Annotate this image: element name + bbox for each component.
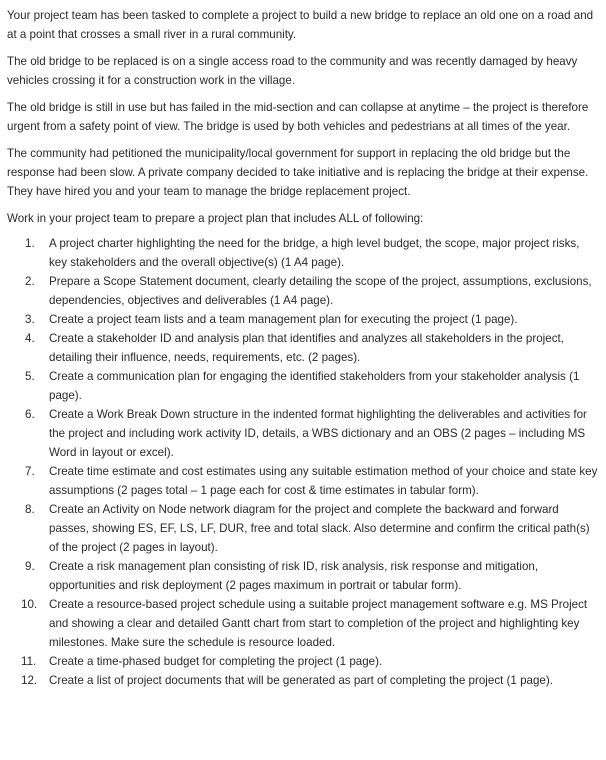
list-item (21, 595, 599, 652)
list-item (25, 234, 599, 272)
list-item (25, 272, 599, 310)
list-item-text: Create a project team lists and a team management plan for executing the project (1 page). (49, 313, 518, 326)
list-item-number: 3. (25, 313, 35, 326)
petition-paragraph: The community had petitioned the municipality/local government for support in replacing the old bridge but the response had been slow. A private company decided to take initiative and is replacing the bridge at their expense. They have hired you and your team to manage the bridge replacement project. (7, 147, 589, 198)
damage-paragraph: The old bridge to be replaced is on a single access road to the community and was recently damaged by heavy vehicles crossing it for a construction work in the village. (7, 55, 578, 87)
list-item-text: Create a Work Break Down structure in the indented format highlighting the deliverables and activities for the project and including work activity ID, details, a WBS dictionary and an OBS (2 pages – including MS Word in layout or excel). (49, 408, 587, 459)
list-item-number: 2. (25, 275, 35, 288)
list-item-text: A project charter highlighting the need for the bridge, a high level budget, the scope, major project risks, key stakeholders and the overall objective(s) (1 A4 page). (49, 237, 580, 269)
list-item-text: Create an Activity on Node network diagram for the project and complete the backward and forward passes, showing ES, EF, LS, LF, DUR, free and total slack. Also determine and confirm the critical path(s) of the project (2 pages in layout). (49, 503, 590, 554)
list-item-text: Create a time-phased budget for completing the project (1 page). (49, 655, 383, 668)
list-item-text: Create a communication plan for engaging the identified stakeholders from your stakeholder analysis (1 page). (49, 370, 580, 402)
list-item-text: Create a resource-based project schedule using a suitable project management software e.g. MS Project and showing a clear and detailed Gantt chart from start to completion of the project and highlighting key milestones. Make sure the schedule is resource loaded. (49, 598, 588, 649)
list-item (25, 405, 599, 462)
list-item (25, 329, 599, 367)
assignment-document (7, 6, 599, 690)
instructions-paragraph: Work in your project team to prepare a project plan that includes ALL of following: (7, 212, 424, 225)
intro-paragraph: Your project team has been tasked to complete a project to build a new bridge to replace an old one on a road and at a point that crosses a small river in a rural community. (7, 9, 594, 41)
list-item-number: 10. (21, 598, 38, 611)
list-item-text: Create a risk management plan consisting of risk ID, risk analysis, risk response and mitigation, opportunities and risk deployment (2 pages maximum in portrait or tabular form). (49, 560, 539, 592)
task-list (7, 234, 599, 690)
list-item (25, 500, 599, 557)
list-item-number: 9. (25, 560, 35, 573)
list-item (25, 557, 599, 595)
list-item (25, 462, 599, 500)
list-item-number: 5. (25, 370, 35, 383)
list-item-text: Prepare a Scope Statement document, clearly detailing the scope of the project, assumptions, exclusions, dependencies, objectives and deliverables (1 A4 page). (49, 275, 592, 307)
list-item-text: Create a stakeholder ID and analysis plan that identifies and analyzes all stakeholders in the project, detailing their influence, needs, requirements, etc. (2 pages). (49, 332, 564, 364)
list-item-text: Create a list of project documents that will be generated as part of completing the project (1 page). (49, 674, 553, 687)
list-item-number: 6. (25, 408, 35, 421)
list-item-text: Create time estimate and cost estimates using any suitable estimation method of your choice and state key assumptions (2 pages total – 1 page each for cost & time estimates in tabular form). (49, 465, 598, 497)
list-item (25, 310, 599, 329)
list-item-number: 4. (25, 332, 35, 345)
list-item (25, 367, 599, 405)
list-item-number: 8. (25, 503, 35, 516)
list-item (21, 671, 599, 690)
list-item-number: 1. (25, 237, 35, 250)
list-item-number: 12. (21, 674, 38, 687)
urgency-paragraph: The old bridge is still in use but has failed in the mid-section and can collapse at anytime – the project is therefore urgent from a safety point of view. The bridge is used by both vehicles and pedestrians at all times of the year. (7, 101, 589, 133)
list-item-number: 7. (25, 465, 35, 478)
list-item-number: 11. (21, 655, 37, 668)
list-item (21, 652, 599, 671)
